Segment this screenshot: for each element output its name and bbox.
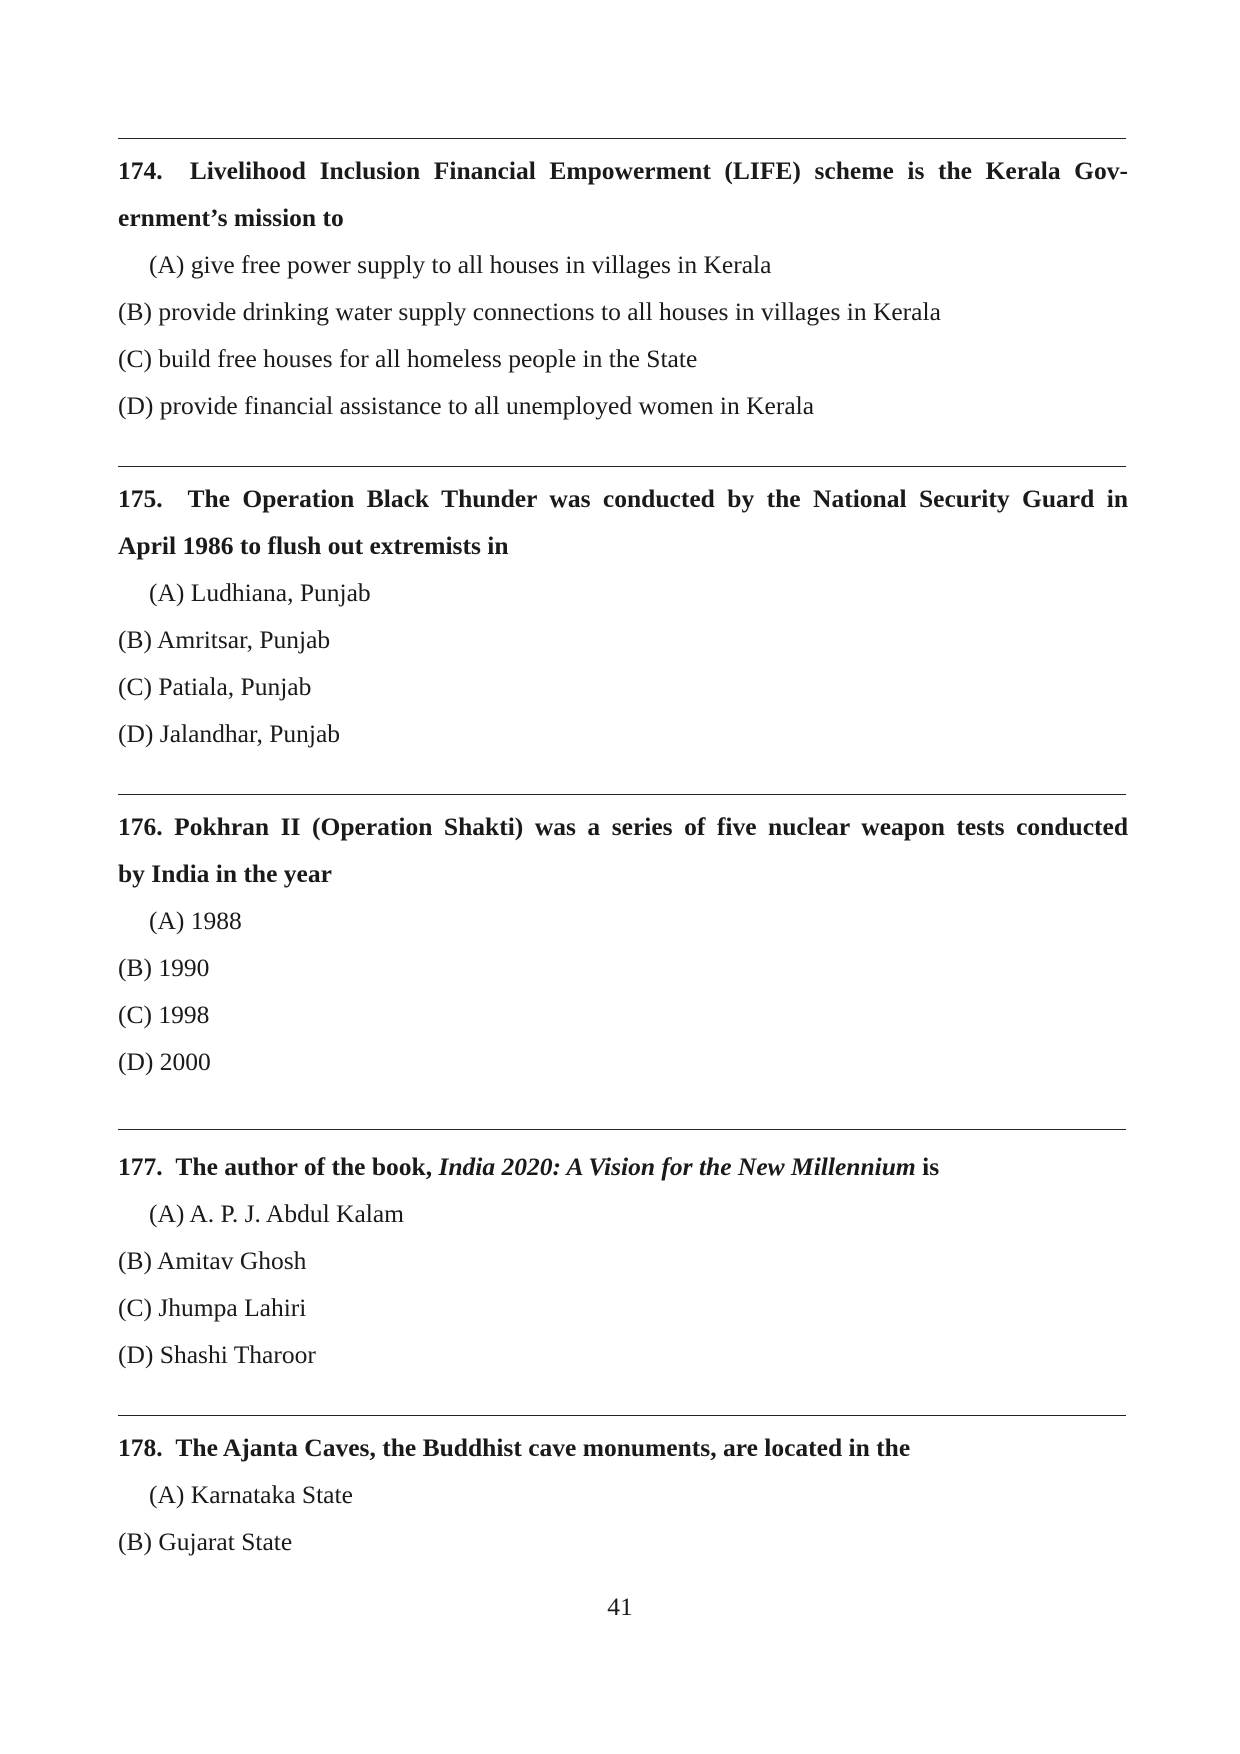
question-text-line: April 1986 to flush out extremists in [118,531,509,560]
question-text-line: Pokhran II (Operation Shakti) was a series of five nuclear weapon tests conducted [174,812,1129,841]
option-b: (B) Gujarat State [118,1527,293,1556]
question-text-line: ernment’s mission to [118,203,344,232]
option-d: (D) Jalandhar, Punjab [118,719,341,748]
option-d: (D) 2000 [118,1047,211,1076]
option-b: (B) provide drinking water supply connections to all houses in villages in Kerala [118,297,941,326]
question-text-line: The Operation Black Thunder was conducted by the National Security Guard in [187,484,1128,513]
option-c: (C) 1998 [118,1000,210,1029]
question-number: 175. [118,484,163,513]
question-divider [118,1129,1126,1130]
question-number: 176. [118,812,163,841]
question-divider [118,1415,1126,1416]
question-text-prefix: The author of the book, [175,1152,433,1181]
question-175-text [118,483,1128,515]
question-text-line: by India in the year [118,859,332,888]
option-b: (B) 1990 [118,953,210,982]
option-c: (C) Jhumpa Lahiri [118,1293,307,1322]
option-a: (A) give free power supply to all houses in villages in Kerala [149,250,772,279]
option-a: (A) 1988 [149,906,242,935]
question-177-text [118,1151,1128,1183]
question-text-line: The Ajanta Caves, the Buddhist cave monuments, are located in the [175,1433,911,1462]
question-divider [118,794,1126,795]
option-a: (A) A. P. J. Abdul Kalam [149,1199,404,1228]
option-a: (A) Karnataka State [149,1480,353,1509]
question-176-text [118,811,1128,843]
question-178-text [118,1432,1128,1464]
question-number: 177. [118,1152,163,1181]
question-number: 178. [118,1433,163,1462]
option-d: (D) provide financial assistance to all unemployed women in Kerala [118,391,815,420]
question-divider [118,466,1126,467]
option-c: (C) build free houses for all homeless people in the State [118,344,698,373]
book-title: India 2020: A Vision for the New Millennium [438,1152,916,1181]
option-b: (B) Amitav Ghosh [118,1246,307,1275]
question-text-line: Livelihood Inclusion Financial Empowerment (LIFE) scheme is the Kerala Gov- [189,156,1129,185]
option-d: (D) Shashi Tharoor [118,1340,316,1369]
option-a: (A) Ludhiana, Punjab [149,578,371,607]
option-c: (C) Patiala, Punjab [118,672,312,701]
question-174-text [118,155,1128,187]
question-text-suffix: is [922,1152,940,1181]
question-divider [118,138,1126,139]
question-number: 174. [118,156,163,185]
page-number: 41 [607,1592,633,1621]
option-b: (B) Amritsar, Punjab [118,625,331,654]
